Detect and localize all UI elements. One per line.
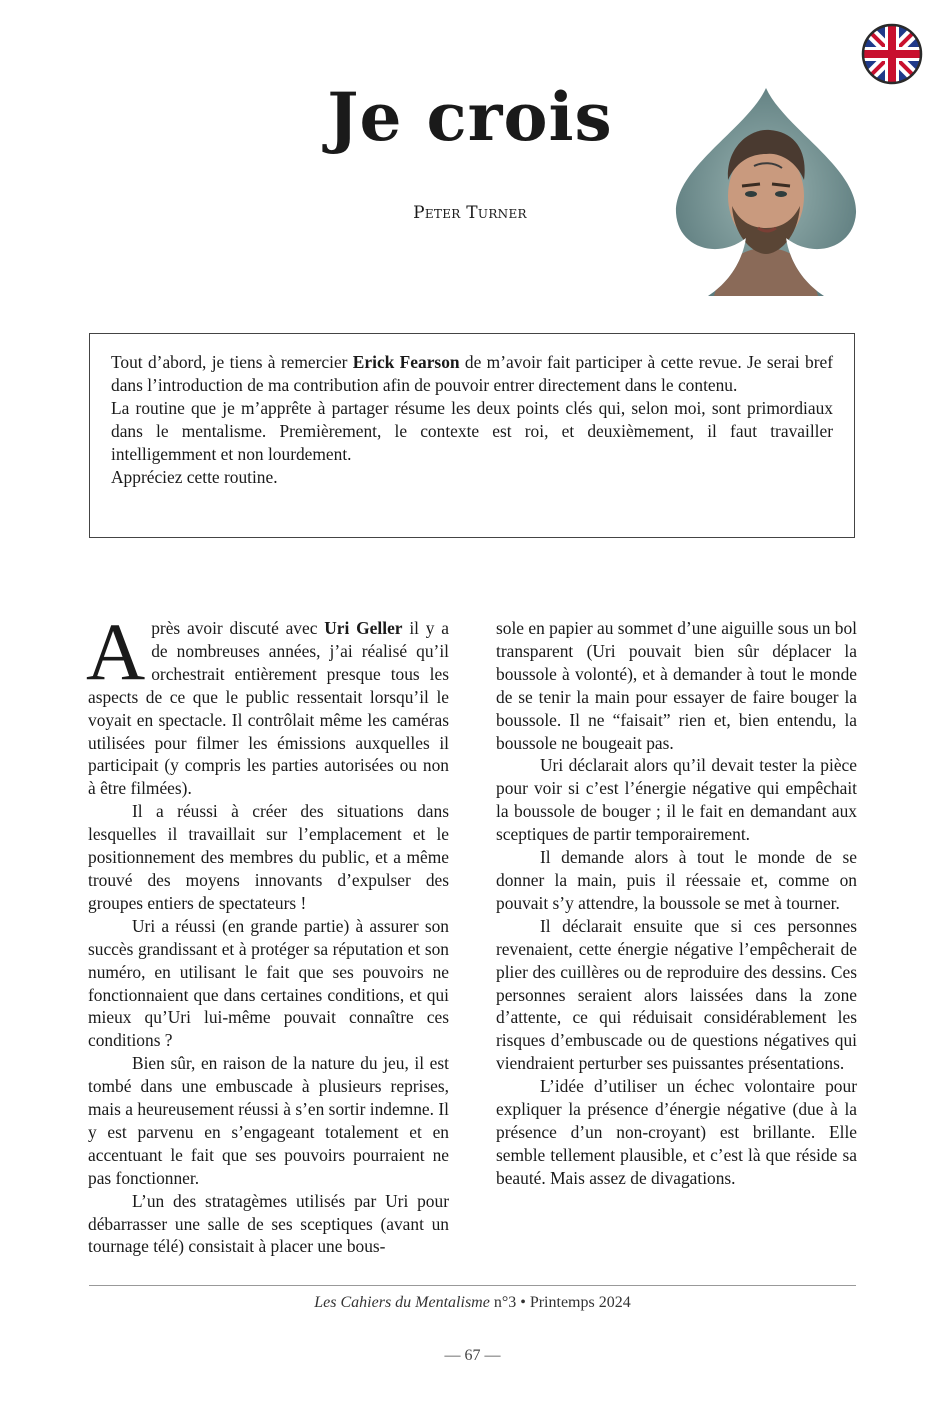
body-paragraph: Il demande alors à tout le monde de se donner la main, puis il réessaie et, comme on pouvait s’y attendre, la boussole se met à tourner. <box>496 847 857 913</box>
body-paragraph: Uri déclarait alors qu’il devait tester la pièce pour voir si c’est l’énergie négative qui empêchait la boussole de bouger ; il le fait en demandant aux sceptiques de partir temporairement. <box>496 755 857 845</box>
intro-box <box>89 333 855 538</box>
body-paragraph: Uri a réussi (en grande partie) à assurer son succès grandissant et à protéger sa réputation et son numéro, en utilisant le fait que ses pouvoirs ne fonctionnaient que dans certaines conditions, et qui mieux qu’Uri lui-même pouvait connaître ces conditions ? <box>88 915 449 1051</box>
body-paragraph: sole en papier au sommet d’une aiguille sous un bol transparent (Uri pouvait bien sûr déplacer la boussole à volonté), et à demander à tout le monde de se tenir la main pour essayer de faire bouger la boussole. Il ne “faisait” rien et, bien entendu, la boussole ne bougeait pas. <box>496 618 857 753</box>
spade-portrait-icon <box>674 88 858 296</box>
intro-paragraph: Appréciez cette routine. <box>111 467 278 487</box>
page-title: Je crois <box>327 78 613 156</box>
body-text: près avoir discuté avec <box>151 618 325 638</box>
journal-issue: n°3 • Printemps 2024 <box>489 1294 631 1311</box>
body-paragraph: Il déclarait ensuite que si ces personnes revenaient, cette énergie négative l’empêcherait de plier des cuillères ou de reproduire des dessins. Ces personnes seraient alors laissées dans la zone d’attente, ce qui réduisait considérablement les risques d’embuscade ou de questions négatives qui viendraient perturber ses puissantes présentations. <box>496 915 857 1074</box>
body-paragraph: Bien sûr, en raison de la nature du jeu, il est tombé dans une embuscade à plusieurs reprises, mais a heureusement réussi à s’en sortir indemne. Il y est parvenu en s’engageant totalement et en accentuant le fait que ses pouvoirs pourraient ne pas fonctionner. <box>88 1053 449 1188</box>
body-name-bold: Uri Geller <box>324 618 403 638</box>
body-paragraph <box>86 606 449 800</box>
body-paragraph: L’un des stratagèmes utilisés par Uri pour débarrasser une salle de ses sceptiques (avant un tournage télé) consistait à placer une bous- <box>88 1190 449 1257</box>
intro-paragraph: La routine que je m’apprête à partager résume les deux points clés qui, selon moi, sont primordiaux dans le mentalisme. Premièrement, le contexte est roi, et deuxièmement, il faut travailler intelligemment et non lourdement. <box>111 398 833 464</box>
intro-name-bold: Erick Fearson <box>352 352 460 372</box>
journal-name: Les Cahiers du Mentalisme <box>314 1294 490 1311</box>
uk-flag-icon <box>861 23 923 85</box>
body-text: il y a de nombreuses années, j’ai réalisé qu’il orchestrait entièrement presque tous les aspects de ce que le public ressentait lorsqu’il le voyait en spectacle. Il contrôlait même les caméras utilisées pour filmer les émissions auxquelles il participait (y compris les parties autorisées ou non à être filmées). <box>88 618 449 799</box>
article-column-left <box>86 606 449 1258</box>
article-column-right <box>496 617 857 1190</box>
body-paragraph: Il a réussi à créer des situations dans lesquelles il travaillait sur l’emplacement et le positionnement des membres du public, et a même trouvé des moyens innovants d’expulser des groupes entiers de spectateurs ! <box>88 801 449 913</box>
footer-journal <box>89 1294 856 1312</box>
intro-text: Tout d’abord, je tiens à remercier <box>111 352 353 372</box>
intro-paragraph <box>111 351 833 397</box>
author-name: Peter Turner <box>413 203 527 223</box>
body-paragraph: L’idée d’utiliser un échec volontaire pour expliquer la présence d’énergie négative (due à la présence d’un non-croyant) est brillante. Elle semble tellement plausible, et c’est là que réside sa beauté. Mais assez de divagations. <box>496 1076 857 1188</box>
footer-divider <box>89 1285 856 1286</box>
page-number: — 67 — <box>444 1347 501 1364</box>
drop-cap: A <box>86 606 146 697</box>
intro-text: de m’avoir fait participer à cette revue. Je serai bref dans l’introduction de ma contribution afin de pouvoir entrer directement dans le contenu. <box>111 352 834 395</box>
